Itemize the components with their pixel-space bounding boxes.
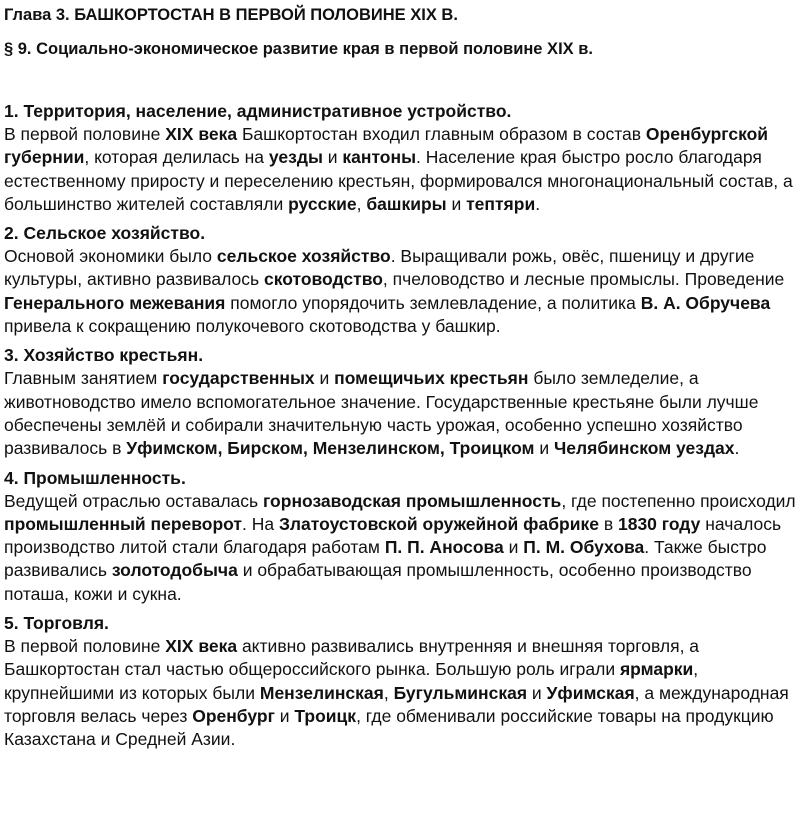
text-run: и bbox=[527, 682, 547, 703]
bold-term: Уфимском, Бирском, Мензелинском, Троицком bbox=[126, 438, 535, 459]
section-body bbox=[4, 490, 796, 606]
section-trade bbox=[4, 612, 796, 751]
text-run: , которая делилась на bbox=[84, 147, 269, 168]
bold-term: горнозаводская промышленность bbox=[263, 490, 562, 511]
text-run: , где обменивали российские товары на продукцию Казахстана и Средней Азии. bbox=[4, 705, 774, 750]
text-run: . Также быстро развивались bbox=[4, 537, 767, 581]
bold-term: Златоустовской оружейной фабрике bbox=[278, 513, 599, 534]
bold-term: кантоны bbox=[342, 147, 417, 168]
bold-term: государственных bbox=[162, 368, 315, 389]
bold-term: Оренбург bbox=[192, 705, 275, 726]
text-run: Ведущей отраслью оставалась bbox=[4, 490, 263, 511]
text-run: и обрабатывающая промышленность, особенно производство поташа, кожи и сукна. bbox=[4, 560, 752, 604]
text-run: . bbox=[734, 438, 740, 459]
text-run: Башкортостан входил главным образом в состав bbox=[237, 124, 646, 144]
chapter-title: Глава 3. БАШКОРТОСТАН В ПЕРВОЙ ПОЛОВИНЕ XIX В. bbox=[4, 6, 458, 24]
bold-term: уезды bbox=[268, 147, 323, 168]
text-run: и bbox=[446, 193, 467, 214]
text-run: В первой половине bbox=[4, 124, 166, 144]
bold-term: Оренбургской губернии bbox=[4, 124, 769, 168]
section-title: 3. Хозяйство крестьян. bbox=[4, 345, 204, 366]
text-run: помогло упорядочить землевладение, а политика bbox=[225, 292, 641, 313]
bold-term: Челябинском уездах bbox=[553, 438, 735, 459]
text-run: и bbox=[322, 147, 343, 168]
text-run: . bbox=[535, 193, 541, 214]
bold-term: скотоводство bbox=[263, 269, 383, 290]
text-run: Основой экономики было bbox=[4, 246, 217, 267]
text-run: , bbox=[383, 682, 394, 703]
text-run: и bbox=[274, 705, 295, 726]
bold-term: помещичьих крестьян bbox=[334, 368, 529, 389]
text-run: , где постепенно происходил bbox=[561, 490, 796, 511]
bold-term: XIX века bbox=[165, 124, 238, 144]
text-run: , крупнейшими из которых были bbox=[4, 659, 699, 703]
bold-term: 1830 году bbox=[617, 513, 701, 534]
bold-term: тептяри bbox=[466, 193, 536, 214]
bold-term: сельское хозяйство bbox=[216, 246, 391, 267]
section-industry bbox=[4, 467, 796, 606]
section-peasant-economy bbox=[4, 344, 796, 460]
bold-term: Мензелинская bbox=[259, 682, 384, 703]
text-run: и bbox=[503, 537, 524, 558]
section-territory bbox=[4, 100, 796, 216]
text-run: , bbox=[356, 193, 367, 214]
text-run: и bbox=[534, 438, 554, 459]
text-run: . Выращивали рожь, овёс, пшеницу и другие культуры, активно развивалось bbox=[4, 246, 755, 290]
text-run: , а международная торговля велась через bbox=[4, 682, 789, 726]
section-title: 4. Промышленность. bbox=[4, 467, 186, 488]
bold-term: Бугульминская bbox=[393, 682, 528, 703]
section-body bbox=[4, 367, 796, 460]
bold-term: русские bbox=[288, 193, 357, 214]
text-run: началось производство литой стали благодаря работам bbox=[4, 513, 782, 558]
text-run: было земледелие, а животноводство имело вспомогательное значение. Государственные крестьяне были лучше обеспечены землёй и собирали значительную часть урожая, особенно успешно хозяйство развивалось в bbox=[4, 368, 759, 459]
bold-term: П. П. Аносова bbox=[384, 537, 504, 558]
section-body bbox=[4, 635, 796, 751]
bold-term: башкиры bbox=[366, 193, 447, 214]
section-body bbox=[4, 123, 796, 216]
bold-term: Троицк bbox=[294, 705, 357, 726]
text-run: и bbox=[314, 368, 335, 389]
bold-term: золотодобыча bbox=[111, 560, 238, 581]
section-agriculture bbox=[4, 222, 796, 338]
text-run: в bbox=[598, 513, 618, 534]
text-run: привела к сокращению полукочевого скотоводства у башкир. bbox=[4, 316, 501, 337]
bold-term: промышленный переворот bbox=[4, 513, 242, 534]
bold-term: П. М. Обухова bbox=[523, 537, 645, 558]
text-run: . Население края быстро росло благодаря естественному приросту и переселению крестьян, формировался многонациональный состав, а большинство жителей составляли bbox=[4, 147, 793, 214]
text-run: , пчеловодство и лесные промыслы. Проведение bbox=[382, 269, 785, 290]
paragraph-title: § 9. Социально-экономическое развитие края в первой половине XIX в. bbox=[4, 40, 593, 58]
text-run: В первой половине bbox=[4, 636, 166, 657]
bold-term: Уфимская bbox=[546, 682, 635, 703]
bold-term: Генерального межевания bbox=[4, 292, 226, 313]
text-run: . На bbox=[241, 513, 279, 534]
bold-term: XIX века bbox=[165, 636, 238, 657]
section-title: 1. Территория, население, административное устройство. bbox=[4, 101, 512, 121]
text-run: Главным занятием bbox=[4, 368, 163, 389]
section-title: 2. Сельское хозяйство. bbox=[4, 223, 206, 244]
bold-term: В. А. Обручева bbox=[640, 292, 771, 313]
text-run: активно развивались внутренняя и внешняя торговля, а Башкортостан стал частью общероссийского рынка. Большую роль играли bbox=[4, 636, 700, 680]
bold-term: ярмарки bbox=[619, 659, 694, 680]
section-body bbox=[4, 245, 796, 338]
section-title: 5. Торговля. bbox=[4, 613, 109, 634]
